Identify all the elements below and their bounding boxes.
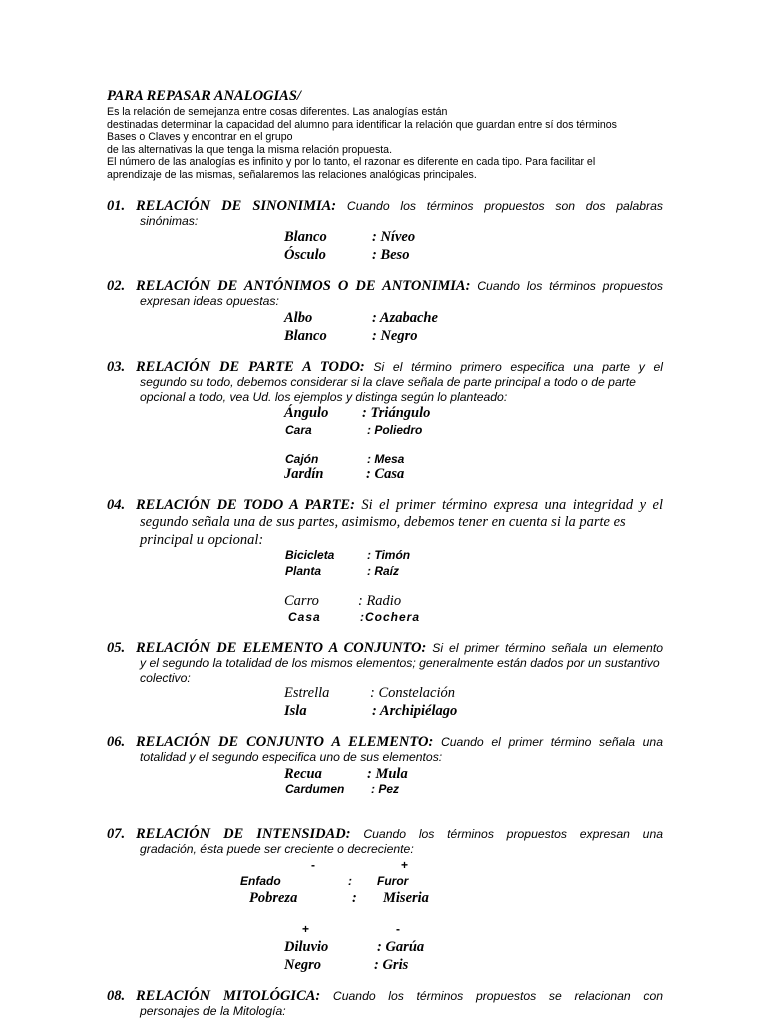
section-number: 08. bbox=[107, 988, 126, 1004]
pair-analog: : Triángulo bbox=[362, 405, 431, 421]
section-sinonimia bbox=[107, 198, 663, 229]
section-heading bbox=[107, 734, 663, 750]
section-heading bbox=[107, 278, 663, 294]
section-description-cont: personajes de la Mitología: bbox=[140, 1004, 286, 1018]
pair-analog: : Níveo bbox=[372, 229, 416, 245]
section-description-cont: gradación, ésta puede ser creciente o decreciente: bbox=[140, 842, 414, 856]
section-description: Si el primer término señala un elemento bbox=[426, 641, 663, 655]
section-heading bbox=[107, 826, 663, 842]
section-description: Si el término primero especifica una parte y el bbox=[364, 360, 663, 374]
pair-analog: Miseria bbox=[383, 890, 429, 906]
section-description-cont: segundo su todo, debemos considerar si la clave señala de parte principal a todo o de parte opcional a todo, vea Ud. los ejemplos y distinga según lo planteado: bbox=[140, 375, 636, 404]
pair-term: Cara bbox=[285, 423, 312, 437]
section-mitologica bbox=[107, 988, 663, 1019]
pair-analog: : Mesa bbox=[367, 452, 405, 466]
section-name: RELACIÓN DE TODO A PARTE: bbox=[136, 497, 355, 513]
pair-analog: : Poliedro bbox=[367, 423, 423, 437]
section-name: RELACIÓN DE INTENSIDAD: bbox=[136, 826, 351, 842]
pair-term: Ángulo bbox=[284, 405, 329, 421]
section-number: 06. bbox=[107, 734, 126, 750]
section-description-cont: totalidad y el segundo especifica uno de sus elementos: bbox=[140, 750, 443, 764]
pair-separator: : bbox=[348, 874, 352, 888]
pair-analog: :Cochera bbox=[360, 610, 421, 624]
pair-analog: : Azabache bbox=[372, 310, 438, 326]
intro-line: aprendizaje de las mismas, señalaremos las relaciones analógicas principales. bbox=[107, 168, 477, 181]
section-heading bbox=[107, 988, 663, 1004]
section-name: RELACIÓN DE CONJUNTO A ELEMENTO: bbox=[136, 734, 434, 750]
section-description-cont: segundo señala una de sus partes, asimismo, debemos tener en cuenta si la parte es principal u opcional: bbox=[140, 514, 626, 548]
pair-term: Estrella bbox=[284, 685, 330, 701]
section-number: 03. bbox=[107, 359, 126, 375]
section-heading bbox=[107, 198, 663, 214]
section-description: Cuando los términos propuestos son dos palabras bbox=[336, 199, 663, 213]
pair-term: Enfado bbox=[240, 874, 281, 888]
section-name: RELACIÓN DE PARTE A TODO: bbox=[136, 359, 365, 375]
pair-term: Jardín bbox=[284, 466, 324, 482]
intro-paragraph bbox=[107, 106, 663, 182]
section-description: Cuando los términos propuestos bbox=[470, 279, 663, 293]
pair-term: Cajón bbox=[285, 452, 319, 466]
intro-line: Bases o Claves y encontrar en el grupo bbox=[107, 131, 293, 144]
pair-term: Planta bbox=[285, 564, 322, 578]
pair-analog: : Raíz bbox=[367, 564, 400, 578]
decreasing-sign: - bbox=[311, 858, 315, 872]
pair-term: Pobreza bbox=[249, 890, 298, 906]
section-name: RELACIÓN MITOLÓGICA: bbox=[136, 988, 321, 1004]
section-antonimia bbox=[107, 278, 663, 309]
pair-analog: : Radio bbox=[358, 593, 402, 609]
section-description: Cuando los términos propuestos se relacionan con bbox=[320, 989, 663, 1003]
section-name: RELACIÓN DE ELEMENTO A CONJUNTO: bbox=[136, 640, 427, 656]
section-heading bbox=[107, 640, 663, 656]
pair-term: Blanco bbox=[284, 229, 327, 245]
increasing-sign: + bbox=[401, 858, 409, 872]
section-number: 05. bbox=[107, 640, 126, 656]
section-name: RELACIÓN DE SINONIMIA: bbox=[136, 198, 337, 214]
section-conjunto-a-elemento bbox=[107, 734, 663, 765]
pair-analog: : Beso bbox=[372, 247, 410, 263]
pair-analog: : Casa bbox=[366, 466, 405, 482]
pair-analog: : Mula bbox=[367, 766, 408, 782]
section-number: 02. bbox=[107, 278, 126, 294]
pair-separator: : bbox=[352, 890, 357, 906]
section-description: Cuando los términos propuestos expresan una bbox=[350, 827, 664, 841]
intro-line: El número de las analogías es infinito y por lo tanto, el razonar es diferente en cada tipo. Para facilitar el bbox=[107, 156, 596, 169]
section-parte-a-todo bbox=[107, 359, 663, 405]
pair-term: Isla bbox=[284, 703, 307, 719]
intro-line: de las alternativas la que tenga la misma relación propuesta. bbox=[107, 143, 393, 156]
pair-term: Bicicleta bbox=[285, 548, 335, 562]
pair-term: Recua bbox=[284, 766, 322, 782]
pair-analog: : Archipiélago bbox=[372, 703, 458, 719]
page-title: PARA REPASAR ANALOGIAS/ bbox=[107, 88, 301, 104]
section-name: RELACIÓN DE ANTÓNIMOS O DE ANTONIMIA: bbox=[136, 278, 471, 294]
pair-analog: : Pez bbox=[371, 782, 400, 796]
section-elemento-a-conjunto bbox=[107, 640, 663, 686]
increasing-sign: + bbox=[302, 922, 310, 936]
pair-analog: : Timón bbox=[367, 548, 411, 562]
pair-analog: : Constelación bbox=[370, 685, 455, 701]
pair-term: Ósculo bbox=[284, 247, 326, 263]
pair-analog: Furor bbox=[377, 874, 409, 888]
section-description-cont: sinónimas: bbox=[140, 214, 199, 228]
section-heading bbox=[107, 359, 663, 375]
pair-analog: : Negro bbox=[372, 328, 418, 344]
pair-analog: : Gris bbox=[374, 957, 409, 973]
decreasing-sign: - bbox=[396, 922, 400, 936]
intro-line: Es la relación de semejanza entre cosas diferentes. Las analogías están bbox=[107, 106, 448, 118]
pair-term: Albo bbox=[284, 310, 313, 326]
section-intensidad bbox=[107, 826, 663, 857]
section-description: Si el primer término expresa una integridad y el bbox=[354, 497, 663, 513]
intro-line: destinadas determinar la capacidad del alumno para identificar la relación que guardan entre sí dos términos bbox=[107, 118, 617, 131]
pair-term: Carro bbox=[284, 593, 319, 609]
section-heading bbox=[107, 497, 663, 513]
section-todo-a-parte bbox=[107, 497, 663, 549]
section-description-cont: y el segundo la totalidad de los mismos elementos; generalmente están dados por un sustantivo colectivo: bbox=[140, 656, 660, 685]
pair-term: Blanco bbox=[284, 328, 327, 344]
section-number: 01. bbox=[107, 198, 126, 214]
pair-term: Cardumen bbox=[285, 782, 345, 796]
section-number: 07. bbox=[107, 826, 126, 842]
pair-term: Casa bbox=[288, 610, 321, 624]
section-number: 04. bbox=[107, 497, 126, 513]
section-description-cont: expresan ideas opuestas: bbox=[140, 294, 279, 308]
section-description: Cuando el primer término señala una bbox=[433, 735, 663, 749]
pair-term: Diluvio bbox=[284, 939, 329, 955]
pair-analog: : Garúa bbox=[377, 939, 425, 955]
pair-term: Negro bbox=[284, 957, 322, 973]
